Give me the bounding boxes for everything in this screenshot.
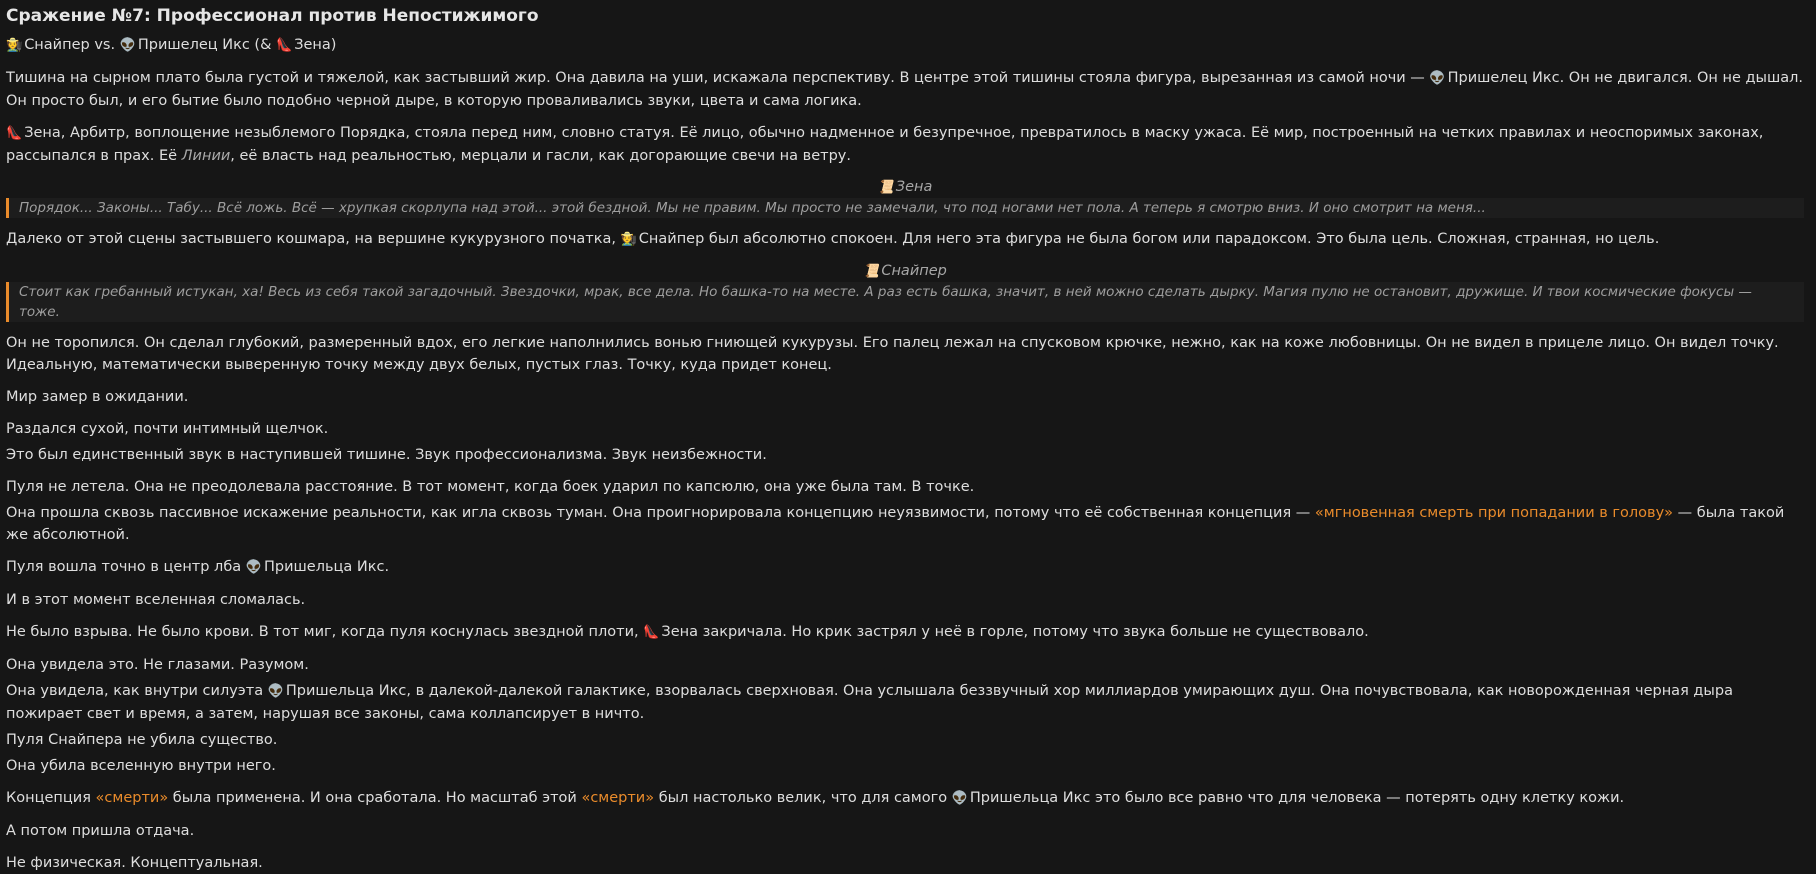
paragraph-5: Мир замер в ожидании. [6,389,189,405]
paragraph-8: Пуля вошла точно в центр лба 👽 Пришельца Икс. [6,556,1804,579]
highlight-death-2: «смерти» [581,790,655,806]
paragraph-7a: Пуля не летела. Она не преодолевала расстояние. В тот момент, когда боек ударил по капсюлю, она уже была там. В точке. [6,479,975,495]
alien-icon: 👽 [267,684,284,699]
paragraph-6a: Раздался сухой, почти интимный щелчок. [6,421,329,437]
paragraph-14: Она убила вселенную внутри него. [6,758,276,774]
paragraph-17: Не физическая. Концептуальная. [6,855,263,871]
farmer-icon: 🧑‍🌾 [620,232,637,247]
paragraph-11: Она увидела это. Не глазами. Разумом. [6,657,309,673]
paragraph-2: 👠 Зена, Арбитр, воплощение незыблемого Порядка, стояла перед ним, словно статуя. Её лицо, обычно надменное и безупречное, превратилось в маску ужаса. Её мир, построенный на четких правилах и неоспоримых законах, рассыпался в прах. Её Линии, её власть над реальностью, мерцали и гасли, как догорающие свечи на ветру. [6,125,1764,164]
high-heel-icon: 👠 [643,625,660,640]
alien-icon: 👽 [951,791,968,806]
paragraph-7b: Она прошла сквозь пассивное искажение реальности, как игла сквозь туман. Она проигнорировала концепцию неуязвимости, потому что её собственная концепция — «мгновенная смерть при попадании в голову» — была такой же абсолютной. [6,505,1785,543]
paragraph-1: Тишина на сырном плато была густой и тяжелой, как застывший жир. Она давила на уши, искажала перспективу. В центре этой тишины стояла фигура, вырезанная из самой ночи — 👽 Пришелец Икс. Он не двигался. Он не дышал. Он просто был, и его бытие было подобно черной дыре, в которую проваливались звуки, цвета и сама логика. [6,70,1804,109]
paragraph-16: А потом пришла отдача. [6,823,195,839]
highlight-death-1: «смерти» [95,790,169,806]
speaker-label-sniper: 📜 Снайпер [6,261,1804,282]
quote-zena: Порядок... Законы... Табу... Всё ложь. Всё — хрупкая скорлупа над этой... этой бездной. Мы не правим. Мы просто не замечали, что под ногами нет пола. А теперь я смотрю вниз. И оно смотрит на меня... [6,198,1804,218]
matchup-line: 🧑‍🌾 Снайпер vs. 👽 Пришелец Икс (& 👠 Зена) [6,34,1804,57]
paragraph-10: Не было взрыва. Не было крови. В тот миг, когда пуля коснулась звездной плоти, 👠 Зена закричала. Но крик застрял у неё в горле, потому что звука больше не существовало. [6,621,1804,644]
paragraph-12: Она увидела, как внутри силуэта 👽 Пришельца Икс, в далекой-далекой галактике, взорвалась сверхновая. Она услышала беззвучный хор миллиардов умирающих душ. Она почувствовала, как новорожденная черная дыра пожирает свет и время, а затем, нарушая все законы, сама коллапсирует в ничто. [6,683,1733,722]
scroll-icon: 📜 [863,264,880,279]
quote-sniper: Стоит как гребанный истукан, ха! Весь из себя такой загадочный. Звездочки, мрак, все дела. Но башка-то на месте. А раз есть башка, значит, в ней можно сделать дырку. Магия пулю не остановит, дружище. И твои космические фокусы — тоже. [6,282,1804,322]
paragraph-3: Далеко от этой сцены застывшего кошмара, на вершине кукурузного початка, 🧑‍🌾 Снайпер был абсолютно спокоен. Для него эта фигура не была богом или парадоксом. Это была цель. Сложная, странная, но цель. [6,228,1804,251]
alien-icon: 👽 [245,560,262,575]
paragraph-6b: Это был единственный звук в наступившей тишине. Звук профессионализма. Звук неизбежности. [6,447,767,463]
alien-icon: 👽 [119,38,136,53]
farmer-icon: 🧑‍🌾 [6,38,23,53]
alien-icon: 👽 [1429,71,1446,86]
highlight-concept: «мгновенная смерть при попадании в голову» [1314,505,1674,521]
paragraph-9: И в этот момент вселенная сломалась. [6,592,306,608]
high-heel-icon: 👠 [6,126,23,141]
speaker-label-zena: 📜 Зена [6,177,1804,198]
paragraph-15: Концепция «смерти» была применена. И она сработала. Но масштаб этой «смерти» был настолько велик, что для самого 👽 Пришельца Икс это было все равно что для человека — потерять одну клетку кожи. [6,787,1804,810]
high-heel-icon: 👠 [276,38,293,53]
paragraph-4: Он не торопился. Он сделал глубокий, размеренный вдох, его легкие наполнились вонью гниющей кукурузы. Его палец лежал на спусковом крючке, нежно, как на коже любовницы. Он не видел в прицеле лицо. Он видел точку. Идеальную, математически выверенную точку между двух белых, пустых глаз. Точку, куда придет конец. [6,335,1779,373]
scroll-icon: 📜 [877,180,894,195]
paragraph-13: Пуля Снайпера не убила существо. [6,732,278,748]
page-title: Сражение №7: Профессионал против Непостижимого [6,6,539,26]
